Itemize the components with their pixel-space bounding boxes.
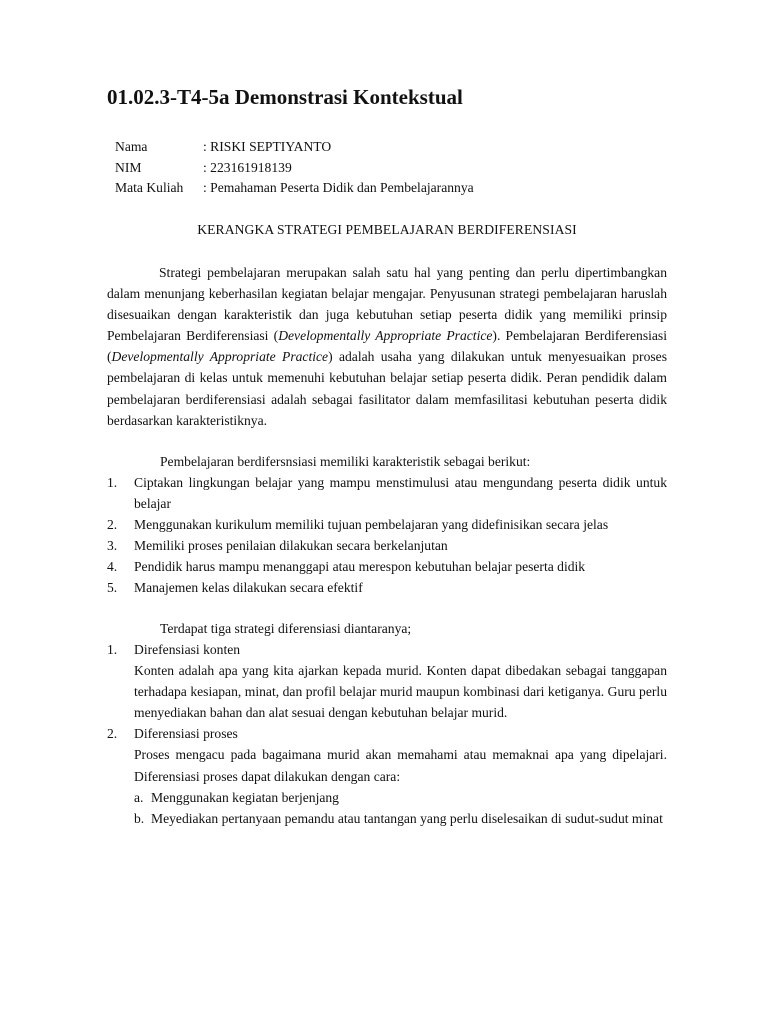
info-label: NIM bbox=[115, 159, 142, 175]
info-value: : RISKI SEPTIYANTO bbox=[203, 139, 332, 154]
list-item bbox=[107, 514, 667, 535]
list-number: 1. bbox=[107, 642, 118, 657]
intro-text-3: ) adalah usaha yang dilakukan untuk menyesuaikan proses pembelajaran di kelas untuk memenuhi kebutuhan belajar setiap peserta didik. Peran pendidik dalam pembelajaran berdiferensiasi adalah sebagai fasilitator dalam memfasilitasi kebutuhan peserta didik berdasarkan karakteristiknya. bbox=[107, 349, 667, 428]
strategy-body: Konten adalah apa yang kita ajarkan kepada murid. Konten dapat dibedakan sebagai tanggapan terhadapa kesiapan, minat, dan profil belajar murid maupun kombinasi dari ketiganya. Guru perlu menyediakan bahan dan alat sesuai dengan kebutuhan belajar murid. bbox=[134, 663, 667, 721]
strategy-sub-list bbox=[134, 787, 667, 829]
list-number: 2. bbox=[107, 726, 118, 742]
intro-text-1: Strategi pembelajaran merupakan salah satu hal yang penting dan perlu dipertimbangkan dalam menunjang keberhasilan kegiatan belajar mengajar. Penyusunan strategi pembelajaran haruslah disesuaikan dengan karakteristik dan juga kebutuhan setiap peserta didik yang memiliki prinsip Pembelajaran Berdiferensiasi ( bbox=[107, 265, 667, 344]
strategy-title: Diferensiasi proses bbox=[134, 726, 238, 742]
list-text: Menggunakan kurikulum memiliki tujuan pembelajaran yang didefinisikan secara jelas bbox=[134, 517, 609, 533]
intro-italic-2: Developmentally Appropriate Practice bbox=[111, 349, 329, 365]
sub-list-text: Menggunakan kegiatan berjenjang bbox=[151, 789, 339, 805]
strategy-title: Direfensiasi konten bbox=[134, 642, 241, 657]
list-number: 2. bbox=[107, 517, 118, 533]
intro-text-2: ). Pembelajaran Berdiferensiasi ( bbox=[107, 328, 667, 365]
sub-list-item bbox=[134, 808, 667, 829]
info-row-nim bbox=[115, 158, 474, 179]
info-row-course bbox=[115, 178, 474, 199]
info-label: Nama bbox=[115, 139, 148, 154]
list-item bbox=[107, 556, 667, 577]
list-number: 3. bbox=[107, 538, 118, 554]
document-title: 01.02.3-T4-5a Demonstrasi Kontekstual bbox=[107, 85, 463, 109]
strategy-body: Proses mengacu pada bagaimana murid akan memahami atau memaknai apa yang dipelajari. Diferensiasi proses dapat dilakukan dengan cara: bbox=[134, 747, 667, 784]
info-value: : 223161918139 bbox=[203, 159, 292, 175]
list-item bbox=[107, 472, 667, 514]
list-text: Memiliki proses penilaian dilakukan secara berkelanjutan bbox=[134, 538, 448, 554]
strategies-intro: Terdapat tiga strategi diferensiasi diantaranya; bbox=[160, 621, 412, 636]
strategy-item bbox=[107, 639, 667, 723]
strategies-list bbox=[107, 639, 667, 829]
characteristics-list bbox=[107, 472, 667, 599]
info-value: : Pemahaman Peserta Didik dan Pembelajarannya bbox=[203, 180, 474, 195]
sub-list-letter: a. bbox=[134, 789, 144, 805]
list-text: Ciptakan lingkungan belajar yang mampu menstimulusi atau mengundang peserta didik untuk belajar bbox=[134, 475, 667, 512]
list-item bbox=[107, 535, 667, 556]
list-number: 4. bbox=[107, 559, 118, 575]
list-number: 5. bbox=[107, 580, 118, 596]
list-number: 1. bbox=[107, 475, 118, 490]
intro-paragraph bbox=[107, 262, 667, 431]
list-item bbox=[107, 577, 667, 598]
section-heading: KERANGKA STRATEGI PEMBELAJARAN BERDIFERENSIASI bbox=[197, 222, 577, 237]
intro-italic-1: Developmentally Appropriate Practice bbox=[278, 328, 493, 344]
sub-list-item bbox=[134, 787, 667, 808]
list-text: Pendidik harus mampu menanggapi atau merespon kebutuhan belajar peserta didik bbox=[134, 559, 586, 575]
student-info bbox=[115, 137, 474, 199]
info-row-name bbox=[115, 137, 474, 158]
sub-list-text: Meyediakan pertanyaan pemandu atau tantangan yang perlu diselesaikan di sudut-sudut minat bbox=[151, 810, 663, 826]
sub-list-letter: b. bbox=[134, 810, 145, 826]
strategy-item bbox=[107, 723, 667, 828]
characteristics-intro: Pembelajaran berdifersnsiasi memiliki karakteristik sebagai berikut: bbox=[160, 454, 531, 469]
info-label: Mata Kuliah bbox=[115, 180, 184, 195]
list-text: Manajemen kelas dilakukan secara efektif bbox=[134, 580, 363, 596]
